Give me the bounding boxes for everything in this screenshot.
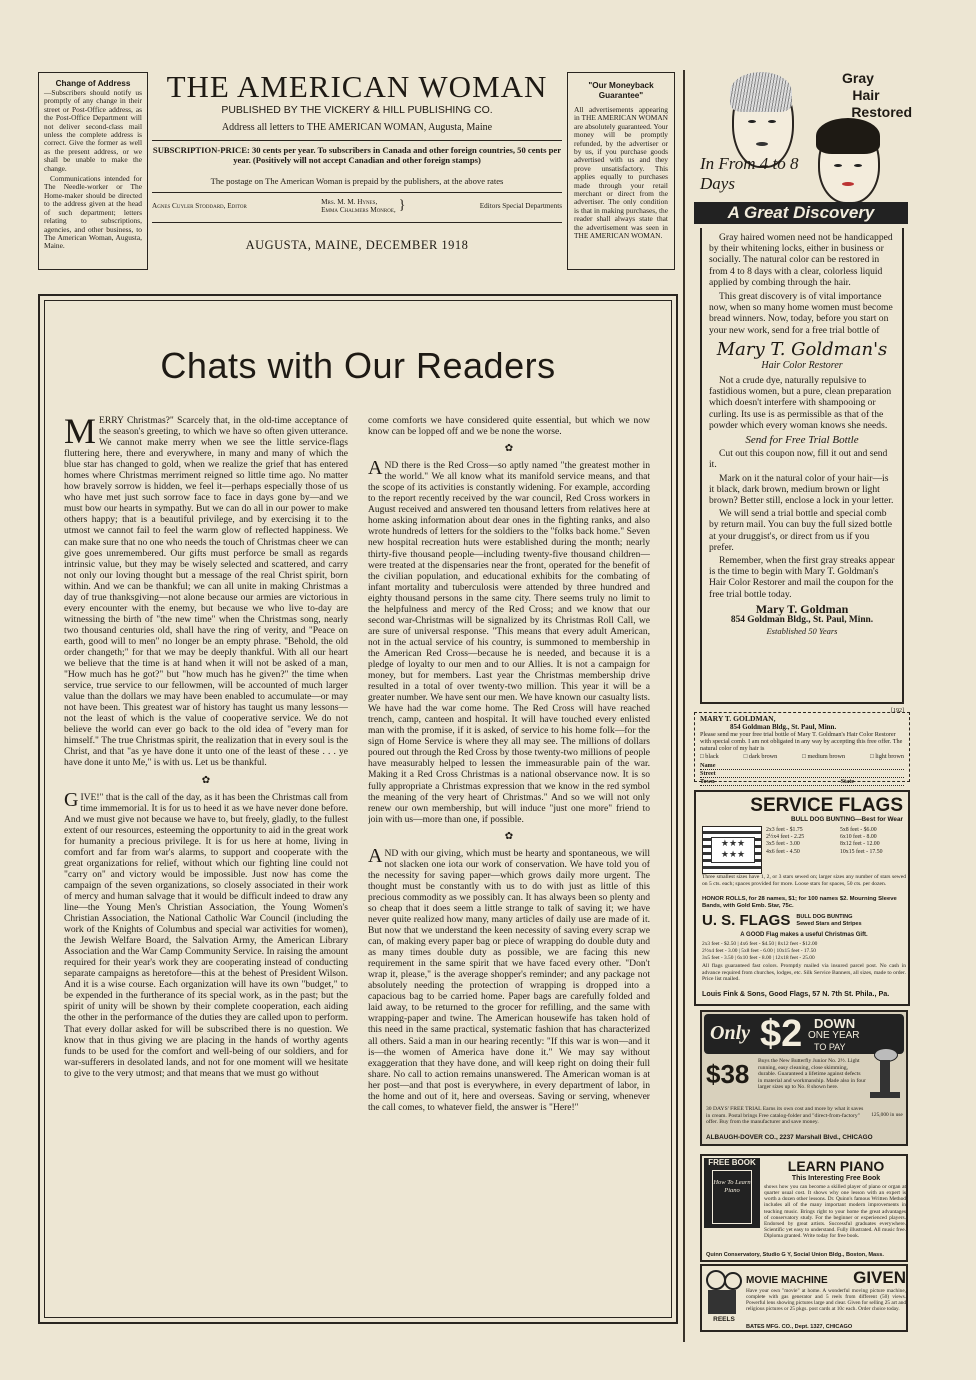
learn-piano-body: shows how you can become a skilled player of piano or organ at quarter usual cost. It shows why one lesson with an expert is worth a dozen other lessons. Dr. Quinn's famous Written Method includes all of the many important modern improvements in teaching music. Brings right to your home the great advantages of conservatory study. For the beginner or experienced players. Endorsed by great artists. Successful graduates everywhere. Scientific yet easy to understand. Fully illustrated. All music free. Diploma granted. Write today for free book.	[764, 1184, 906, 1240]
goldman-paragraph: Mark on it the natural color of your hair—is it black, dark brown, medium brown or light brown? Better still, enclose a lock in your letter.	[709, 472, 894, 507]
service-flags-ad	[694, 790, 910, 1006]
ornament: ✿	[504, 830, 514, 842]
learn-piano-sub: This Interesting Free Book	[791, 1175, 881, 1182]
separator-amount: $2	[760, 1013, 803, 1055]
honor-rolls: HONOR ROLLS, for 28 names, $1; for 100 names $2. Mourning Sleeve Bands, with Gold Emb. Star, 75c.	[702, 896, 897, 909]
separator-down: DOWN	[814, 1016, 856, 1031]
ornament: ✿	[504, 443, 514, 455]
goldman-paragraph: Remember, when the first gray streaks appear is the time to begin with Mary T. Goldman's Hair Color Restorer and mail the coupon for the free trial bottle today.	[709, 555, 895, 600]
flag-icon: ★★★ ★★★	[702, 826, 762, 874]
us-flags-heading: U. S. FLAGS	[702, 912, 791, 929]
moneyback-guarantee-box	[567, 72, 675, 270]
masthead-editors	[152, 198, 562, 214]
separator-desc: Buys the New Butterfly Junior No. 2½. Light running, easy cleaning, close skimming, durable. Guaranteed a lifetime against defects in material and workmanship. Made also in four larger sizes up to No. 8 shown here.	[758, 1058, 866, 1090]
drop-cap: A	[368, 844, 383, 867]
movie-machine-ad	[700, 1264, 908, 1332]
article-title: Chats with Our Readers	[160, 345, 556, 386]
piano-ad	[700, 1154, 908, 1262]
separator-firm: ALBAUGH-DOVER CO., 2237 Marshall Blvd., CHICAGO	[706, 1134, 873, 1141]
coupon-text: Please send me your free trial bottle of Mary T. Goldman's Hair Color Restorer with special comb. I am not obligated in any way by accepting this free offer. The natural color of my hair is	[700, 730, 903, 752]
option-light-brown[interactable]: □ light brown	[869, 752, 904, 760]
movie-body: Have your own "movie" at home. A wonderful moving picture machine, complete with gas generator and 5 reels from different (50) views. Powerful lens showing pictures large and clear. Given for selling 25 art and religious pictures or 25 pkgs. post cards at 10c each. Order choice today.	[746, 1288, 906, 1312]
ornament: ✿	[201, 774, 211, 786]
separator-machine-icon	[868, 1048, 902, 1106]
article-column-2	[368, 415, 650, 1315]
change-of-address-box	[38, 72, 148, 270]
service-flags-title: SERVICE FLAGS	[750, 795, 903, 816]
reels-label: REELS	[713, 1316, 735, 1323]
piano-firm: Quinn Conservatory, Studio G Y, Social Union Bldg., Boston, Mass.	[706, 1252, 884, 1258]
drop-cap: A	[368, 457, 383, 480]
option-black[interactable]: □ black	[700, 752, 719, 760]
free-book-label: FREE BOOK	[708, 1158, 756, 1167]
separator-price: $38	[706, 1059, 750, 1089]
flag-guarantee: All flags guaranteed fast colors. Promptly mailed via insured parcel post. No cash in advance required from churches, lodges, etc. Silk Service Banners, all sizes, made to order. Price list mailed.	[702, 963, 906, 983]
us-flags-title	[702, 912, 906, 929]
drop-cap: M	[64, 415, 97, 451]
projector-icon	[706, 1270, 742, 1330]
movie-title: MOVIE MACHINE	[746, 1275, 828, 1286]
gray-hair-headline	[794, 70, 912, 121]
separator-only: Only	[710, 1022, 750, 1044]
moneyback-body: All advertisements appearing in THE AMERICAN WOMAN are absolutely guaranteed. Your money will be promptly refunded, by the advertiser or by us, if you purchase goods advertised with us and they prove unsatisfactory. This applies equally to purchases made through your retail merchant or direct from the advertiser. The only condition is that in making purchases, the reader shall always state that the advertisement was seen in THE AMERICAN WOMAN.	[574, 105, 668, 241]
separator-topay: TO PAY	[814, 1042, 846, 1052]
goldman-paragraph: This great discovery is of vital importance now, when so many home women must become bread winners. Now, today, before you start on your new work, send for a free trial bottle of	[709, 291, 893, 336]
goldman-address: 854 Goldman Bldg., St. Paul, Minn.	[730, 615, 874, 626]
gift-line: A GOOD Flag makes a useful Christmas Gift.	[740, 932, 868, 938]
goldman-paragraph: Gray haired women need not be handicapped by their whitening locks, either in business or socially. The natural color can be restored in from 4 to 8 days with a clear, colorless liquid applied by combing through the hair.	[709, 232, 893, 288]
paragraph-text: IVE!" that is the call of the day, as it has been the Christmas call from time immemorial. It is for us to heed it as we have never done before. And we must give not because we have to, but freely, gladly, to the fullest extent of our resources, esteeming the opportunity to aid in the great work for humanity a precious privilege. It is for us here at home, living in comfort and far from war's alarms, to support and cooperate with the great organizations for relief, without which our fighting line could not "carry on" and victory would be impossible. Just now has come the campaign of the seven organizations, so closely associated in their work of mercy and human salvage that it would be difficult indeed to draw any line—the Young Men's Christian Association, the Young Women's Christian Association, the National Catholic War Council (including the work of the Knights of Columbus and special war activities for women), the Jewish Welfare Board, the Salvation Army, the American Library Association and the War Camp Community Service. In raising the amount required for their year's work they are cooperating instead of conducting separate campaigns as heretofore—this at the behest of President Wilson. And it is a wise course. Each organization will have its own "budget," to be expended in the furtherance of its special work, as in the past; but the spirit of unity will be shown by their complete cooperation, each aiding the other in the performance of the duties they are called upon to perform. That every dollar asked for will be subscribed there is no question. We know that in thus giving we are placing in the hands of worthy agents funds to be used for the comfort and well-being of our soldiers, and for war-sufferers in desolated lands, and not for one moment will we hesitate to give to the very utmost; and that means that we must go without	[64, 791, 348, 1079]
paragraph-text: ND with our giving, which must be hearty and spontaneous, we will not slacken one iota our work of conservation. We have told you of the necessity for saving paper—which grows daily more urgent. The thought must be constantly with us to do with just as little of this precious commodity as we possibly can. It has always been so plenty and so cheap that it does seem a little strange to talk of saving it; we have never quite realized how many, many articles of daily use are made of it. But now that we understand the keen necessity of saving every scrap we can, of making every paper bag or piece of wrapping do double duty and as many times double duty as possible, we are facing this new requirement in the same spirit that we have faced every other. "Don't wrap it, please," is the average shopper's reminder; and any package not absolutely needing the protection of wrapping is dropped into a capacious bag to be carried home. Paper bags are carefully folded and laid away, to be returned to the grocer for refilling, and the same with wrapping-paper and twine. The American housewife has taken hold of this need in the same practical, systematic fashion that has characterized all others. Said a man in our hearing recently: "If this war is won—and it is—the women of America have done it." We may say without exaggeration that they have done, and will keep right on doing their full share. No call to action remains unanswered. The American woman is at her post—and that post is everywhere, in every department of labor, in the home and out of it, here and overseas. Saving or serving, whenever the call comes, to whatever field, the answer is "Here!"	[368, 847, 650, 1113]
goldman-paragraph: Not a crude dye, naturally repulsive to fastidious women, but a pure, clean preparation which doesn't interfere with shampooing or curling. Its use is as permissible as that of the powder which every woman knows she needs.	[709, 375, 892, 431]
masthead-rule	[152, 140, 562, 141]
special-editors-label: Editors Special Departments	[479, 202, 562, 210]
flag-prices-left: 2x3 feet - $1.75 2½x4 feet - 2.25 3x5 feet - 3.00 4x6 feet - 4.50	[766, 827, 805, 855]
separator-size: 125,000 in use	[871, 1112, 903, 1118]
paragraph-give	[64, 788, 348, 1079]
send-trial-heading: Send for Free Trial Bottle	[745, 434, 859, 447]
hair-color-options	[700, 753, 904, 760]
headline-line: Gray	[842, 70, 874, 86]
separator-year: ONE YEAR	[808, 1030, 860, 1041]
drop-cap: G	[64, 788, 79, 811]
postage-note: The postage on The American Woman is prepaid by the publishers, at the above rates	[210, 176, 504, 186]
masthead-publisher: PUBLISHED BY THE VICKERY & HILL PUBLISHING CO.	[221, 104, 493, 116]
coupon-name-field[interactable]: Name	[700, 762, 904, 770]
goldman-coupon[interactable]	[694, 712, 910, 785]
change-of-address-title: Change of Address	[55, 79, 131, 88]
masthead-title: THE AMERICAN WOMAN	[166, 69, 548, 104]
flag-prices-right: 5x8 feet - $6.00 6x10 feet - 8.00 8x12 feet - 12.00 10x15 feet - 17.50	[840, 827, 883, 855]
goldman-paragraph: Cut out this coupon now, fill it out and send it.	[709, 448, 888, 471]
coupon-town-field[interactable]: Town State	[700, 778, 904, 786]
editor-name: Agnes Cuyler Stoddard, Editor	[152, 202, 247, 210]
special-editor-2: Emma Chalmers Monroe,	[321, 206, 396, 214]
paragraph-conservation	[368, 844, 650, 1113]
masthead-rule	[152, 192, 562, 193]
moneyback-title: "Our Moneyback Guarantee"	[588, 81, 654, 100]
separator-ad	[700, 1010, 908, 1146]
us-flag-prices: 2x3 feet - $2.50 | 4x6 feet - $4.50 | 8x12 feet - $12.00 2½x4 feet - 3.00 | 5x8 feet - 6.00 | 10x15 feet - 17.50 3x5 feet - 3.50 | 6x10 feet - 8.00 | 12x18 feet - 25.00	[702, 941, 818, 961]
brand-name: Mary T. Goldman's	[716, 338, 888, 360]
coupon-to: MARY T. GOLDMAN,	[700, 714, 776, 723]
woman-face-dark-icon	[818, 122, 880, 204]
article-column-1	[64, 415, 348, 1315]
headline-line: Restored	[851, 104, 912, 120]
movie-firm: BATES MFG. CO., Dept. 1327, CHICAGO	[746, 1324, 853, 1330]
us-flags-sub: BULL DOG BUNTING Sewed Stars and Stripes	[796, 914, 862, 927]
paragraph-red-cross	[368, 457, 650, 825]
goldman-signature: Mary T. Goldman	[755, 601, 849, 616]
masthead-address: Address all letters to THE AMERICAN WOMAN, Augusta, Maine	[221, 122, 493, 133]
days-claim: In From 4 to 8 Days	[700, 154, 799, 193]
movie-given: GIVEN	[853, 1268, 906, 1287]
goldman-ad	[694, 68, 912, 714]
separator-trial: 30 DAYS' FREE TRIAL Earns its own cost and more by what it saves in cream. Postal brings Free catalog-folder and "direct-from-factory" offer. Buy from the manufacturer and save money.	[706, 1106, 864, 1125]
brand-subtitle: Hair Color Restorer	[761, 359, 843, 371]
option-medium-brown[interactable]: □ medium brown	[802, 752, 846, 760]
paragraph-merry-christmas	[64, 415, 348, 769]
book-title: How To Learn Piano	[713, 1179, 751, 1194]
option-dark-brown[interactable]: □ dark brown	[743, 752, 778, 760]
issue-date: AUGUSTA, MAINE, DECEMBER 1918	[245, 238, 469, 252]
goldman-code: [192]	[891, 708, 904, 714]
goldman-paragraph: We will send a trial bottle and special comb by return mail. You can buy the full sized bottle at your druggist's, or direct from us if you prefer.	[709, 508, 893, 553]
learn-piano-title: LEARN PIANO	[787, 1158, 885, 1174]
paragraph-text: ND there is the Red Cross—so aptly named "the greatest mother in the world." We all know what its manifold service means, and that the scope of its activities is constantly widening. For example, according to the report recently received by the war council, Red Cross workers in August received and answered ten thousand letters from relatives here at home asking information about dear ones in the fighting ranks, and also wrote hundreds of letters for the soldiers to the "folks back home." Seven new hospital recreation huts were established during the month; nearly thirty-five thousand people—including twenty-five thousand children—were treated at the dispensaries near the front, operated for the benefit of the civilian population, and educational exhibits for the combating of infant mortality and tuberculosis were attended by three hundred and eighty thousand persons in the same city. There seems truly no limit to the helpfulness and mercy of the Red Cross; and we know that our second war-Christmas will be signalized by its Christmas Roll Call, we are sure of universal response. "This means that every adult American, not in the actual service of his country, is summoned to membership in the American Red Cross—because he is needed, and because it is a pledge of loyalty to our men and to our Allies. It is not a campaign for money, but for members. Last year the Christmas membership drive resulted in a total of over twenty-two million. This year it will be a greater number. We have sent our men. We have known our casualty lists. We have had the war come home. The Red Cross will have reached trench, camp, canteen and hospital. It will have touched every enlisted man with the promise, if it is asked, of service to his home folk—for the sign of Home Service is where they all may see. The millions of dollars poured out through the Red Cross by those twenty-two millions of people have measurably helped to lessen the immeasurable pain of the war. Making it a Red Cross Christmas is a national observance now. It is so fully appropriate a Christmas expression that we know in the red symbol the meaning of the very heart of Christmas." And so we will not only renew our own membership, but will induce "just one more" friend to join with us—more than one, if possible.	[368, 460, 650, 825]
goldman-established: Established 50 Years	[766, 626, 838, 637]
flag-note: Three smallest sizes have 1, 2, or 3 stars sewed on; larger sizes any number of stars sewed on 5 cts. each; spaces provided for more. Loose stars for spaces, 50 cts. per dozen.	[702, 874, 906, 887]
special-editors: Mrs. M. M. Hynes, Emma Chalmers Monroe, }	[321, 198, 406, 214]
goldman-body-frame	[700, 228, 904, 704]
paragraph-text: ERRY Christmas?" Scarcely that, in the old-time acceptance of the season's greeting, to which we have so often given utterance. We cannot make merry when we see the little service-flags fluttering here, there and everywhere, in many and many of which the blue star has changed to gold, when we realize the grief that has entered homes where Christmas merriment reigned so little time ago. No matter how bravely sorrow is hidden, we feel it—perhaps especially those of us who have met just such sorrow face to face in days gone by—and we must bow our hearts in sympathy. But we can do all in our power to make others happy; that is a beautiful privilege, and by exercising it to the utmost we cannot fail to feel the warm glow of reflected happiness. We can make sure that no one who needs the touch of Christmas cheer we can give goes unremembered. Our gifts must perforce be small as regards intrinsic value, but they may be wisely selected and scattered, and carry not only our loving thought but a message of the real Christ spirit, born within. And we can be thankful; we can all unite in making Christmas a day of true thanksgiving—not alone because our armies are victorious in every encounter with the enemy, but because we who live to-day are witnessing the birth of "the new time" when the Christmas song, nearly two thousand centuries old, shall have the ring of verity, and "Peace on earth, good will to men" no longer be an empty phrase. "Behold, the old order changeth;" for that we may be deeply thankful. With all our heart we believe that the time is at hand when it will not be asked of a man, "How much has he got?" but "how much has he given?" the time when service, true service to our fellowmen, will be accounted of much larger value than the dollars we may have been enabled to accumulate—or may not have been. This greatest war of history has taught us many lessons—not the least of which is the value of cooperative service. We do not believe the world can ever go back to the old idea of "every man for himself." The true Christmas spirit, the realization that in every soul is the Christ, and that "as ye have done it unto one of the least of these . . . ye have done it unto Me," is with us. Let us be thankful.	[64, 415, 348, 769]
page-column-rule	[683, 70, 685, 1342]
paragraph-continued: come comforts we have considered quite essential, but which we now know can be lopped off and we be none the worse.	[368, 415, 650, 438]
free-book-box	[704, 1158, 760, 1228]
masthead-rule	[152, 222, 562, 223]
movie-machine-title	[746, 1268, 906, 1288]
communications-body: Communications intended for The Needle-worker or The Home-maker should be directed to the address given at the head of such department; letters relating to subscriptions, agencies, and other business, to The American Woman, Augusta, Maine.	[44, 174, 142, 251]
flag-firm: Louis Fink & Sons, Good Flags, 57 N. 7th St. Phila., Pa.	[702, 989, 890, 998]
subscription-price: SUBSCRIPTION-PRICE: 30 cents per year. To subscribers in Canada and other foreign countries, 50 cents per year. (Positively will not accept Canadian and other foreign stamps)	[152, 145, 562, 165]
coupon-street-field[interactable]: Street	[700, 770, 904, 778]
headline-line: Hair	[852, 87, 880, 103]
coupon-address: 854 Goldman Bldg., St. Paul, Minn.	[730, 722, 837, 731]
service-flags-sub: BULL DOG BUNTING—Best for Wear	[791, 816, 903, 823]
special-editor-1: Mrs. M. M. Hynes,	[321, 198, 378, 206]
piano-book-icon	[712, 1170, 752, 1224]
great-discovery-banner: A Great Discovery	[694, 202, 908, 224]
change-of-address-body: —Subscribers should notify us promptly of any change in their street or Post-Office address, as the Post-Office Department will not deliver second-class mail unless the complete address is correct. Give the former as well as the present address, or we shall be unable to make the change.	[44, 88, 142, 173]
